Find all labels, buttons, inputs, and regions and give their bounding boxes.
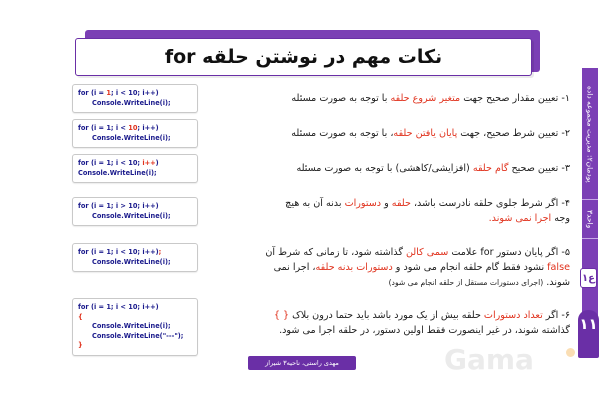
rule-text: شوند. bbox=[543, 277, 570, 288]
rule-1 bbox=[291, 91, 570, 106]
author-footer: مهدی راستی، ناحیه۳ شیراز bbox=[248, 356, 356, 370]
chapter-label: پودمان۲: مدیریت مجموعه داده bbox=[585, 85, 595, 183]
code-token: for (i = 1; i < 10; bbox=[78, 159, 143, 167]
rule-text: گذاشته شوند، در غیر اینصورت فقط اولین دستور، در حلقه اجرا می شود. bbox=[279, 325, 570, 336]
rule-3 bbox=[296, 161, 570, 176]
sidebar-divider bbox=[582, 238, 598, 239]
code-token: 1 bbox=[106, 89, 111, 97]
code-line bbox=[78, 212, 192, 222]
code-token: Console.WriteLine(i); bbox=[92, 322, 171, 330]
rule-text: ۴- اگر شرط جلوی حلقه نادرست باشد، bbox=[410, 198, 570, 209]
code-token: Console.WriteLine(i); bbox=[92, 98, 171, 107]
code-line bbox=[78, 99, 192, 109]
rule-text: ۲- تعیین شرط صحیح، جهت bbox=[457, 128, 570, 139]
watermark-logo: Gama bbox=[444, 342, 534, 376]
code-token: Console.WriteLine(i); bbox=[92, 133, 171, 142]
rule-line bbox=[274, 308, 570, 323]
code-token: Console.WriteLine(i); bbox=[92, 257, 171, 266]
code-token: for (i = bbox=[78, 89, 107, 97]
code-token: ; i < 10; i++) bbox=[110, 89, 159, 97]
code-box-3 bbox=[72, 154, 198, 183]
rule-text: وجه bbox=[551, 213, 570, 224]
code-line bbox=[78, 89, 192, 99]
rule-text: دستورات bbox=[344, 198, 382, 209]
rule-text: حلقه bbox=[391, 198, 411, 209]
rule-text: نشود فقط گام حلقه انجام می شود و bbox=[392, 262, 548, 273]
code-line bbox=[78, 159, 192, 169]
unit-label: واحد۳ bbox=[585, 209, 595, 229]
code-line bbox=[78, 124, 192, 134]
rule-text: ، با توجه به صورت مسئله bbox=[291, 128, 394, 139]
rule-text: و bbox=[381, 198, 392, 209]
rule-text: { } bbox=[273, 310, 290, 321]
code-token: i++ bbox=[142, 159, 156, 167]
rule-line bbox=[285, 211, 570, 226]
code-token: for (i = 1; i > 10; i++) bbox=[78, 202, 159, 210]
code-line bbox=[78, 303, 192, 313]
page-number: ۱۱ bbox=[578, 310, 599, 358]
rule-line bbox=[265, 260, 570, 275]
code-line bbox=[78, 202, 192, 212]
code-token: Console.WriteLine(i); bbox=[92, 211, 171, 220]
code-token: { bbox=[78, 312, 83, 321]
code-line bbox=[78, 322, 192, 332]
rule-text: با توجه به صورت مسئله bbox=[291, 93, 391, 104]
code-box-4 bbox=[72, 197, 198, 226]
rule-text: متغیر شروع حلقه bbox=[390, 93, 461, 104]
sidebar-divider bbox=[582, 199, 598, 200]
rule-line bbox=[265, 275, 570, 290]
code-line bbox=[78, 341, 192, 351]
rule-text: ۵- اگر پایان دستور for علامت bbox=[448, 247, 570, 258]
code-line bbox=[78, 258, 192, 268]
rule-text: گام حلقه bbox=[472, 163, 509, 174]
rule-text: دستورات بدنه حلقه bbox=[315, 262, 393, 273]
page-title: نکات مهم در نوشتن حلقه for bbox=[164, 46, 443, 68]
rule-2 bbox=[291, 126, 570, 141]
rule-text: (اجرای دستورات مستقل از حلقه انجام می شود) bbox=[388, 278, 544, 287]
rule-text: تعداد دستورات bbox=[483, 310, 543, 321]
rule-line bbox=[265, 245, 570, 260]
code-token: for (i = 1; i < 10; i++) bbox=[78, 303, 159, 311]
code-box-5 bbox=[72, 243, 198, 272]
rule-text: (افزایشی/کاهشی) با توجه به صورت مسئله bbox=[296, 163, 473, 174]
code-token: 10 bbox=[128, 124, 138, 132]
code-box-1 bbox=[72, 84, 198, 113]
rule-text: بدنه آن به هیچ bbox=[285, 198, 345, 209]
rule-text: گذاشته شود، تا زمانی که شرط آن bbox=[265, 247, 406, 258]
rule-line bbox=[274, 323, 570, 338]
code-box-6 bbox=[72, 298, 198, 356]
rule-text: اجرا نمی شوند. bbox=[488, 213, 552, 224]
code-token: for (i = 1; i < 10; i++) bbox=[78, 248, 159, 256]
rule-line bbox=[296, 161, 570, 176]
code-box-2 bbox=[72, 119, 198, 148]
code-token: ; i++) bbox=[137, 124, 159, 132]
rule-text: ۳- تعیین صحیح bbox=[508, 163, 570, 174]
code-token: ; bbox=[158, 248, 162, 256]
rule-text: ، اجرا نمی bbox=[273, 262, 316, 273]
rule-6 bbox=[274, 308, 570, 338]
rule-text: پایان یافتن حلقه bbox=[393, 128, 458, 139]
code-line bbox=[78, 313, 192, 323]
code-line bbox=[78, 134, 192, 144]
code-token: } bbox=[78, 341, 83, 349]
code-token: Console.WriteLine(i); bbox=[78, 168, 157, 177]
code-token: Console.WriteLine("---"); bbox=[92, 331, 184, 340]
rule-text: false bbox=[547, 262, 570, 273]
rule-text: ۶- اگر bbox=[542, 310, 570, 321]
code-line bbox=[78, 332, 192, 342]
watermark-dot bbox=[566, 348, 575, 357]
rule-line bbox=[291, 91, 570, 106]
rule-line bbox=[285, 196, 570, 211]
rule-text: سمی کالن bbox=[405, 247, 449, 258]
code-line bbox=[78, 169, 192, 179]
rule-5 bbox=[265, 245, 570, 290]
rule-4 bbox=[285, 196, 570, 226]
section-badge: ع۱ bbox=[580, 268, 597, 288]
rule-text: حلقه بیش از یک مورد باشد باید حتما درون بلاک bbox=[289, 310, 484, 321]
rule-text: ۱- تعیین مقدار صحیح جهت bbox=[460, 93, 570, 104]
code-line bbox=[78, 248, 192, 258]
code-token: ) bbox=[155, 159, 159, 167]
code-token: for (i = 1; i < bbox=[78, 124, 129, 132]
rule-line bbox=[291, 126, 570, 141]
title-banner bbox=[75, 38, 532, 76]
